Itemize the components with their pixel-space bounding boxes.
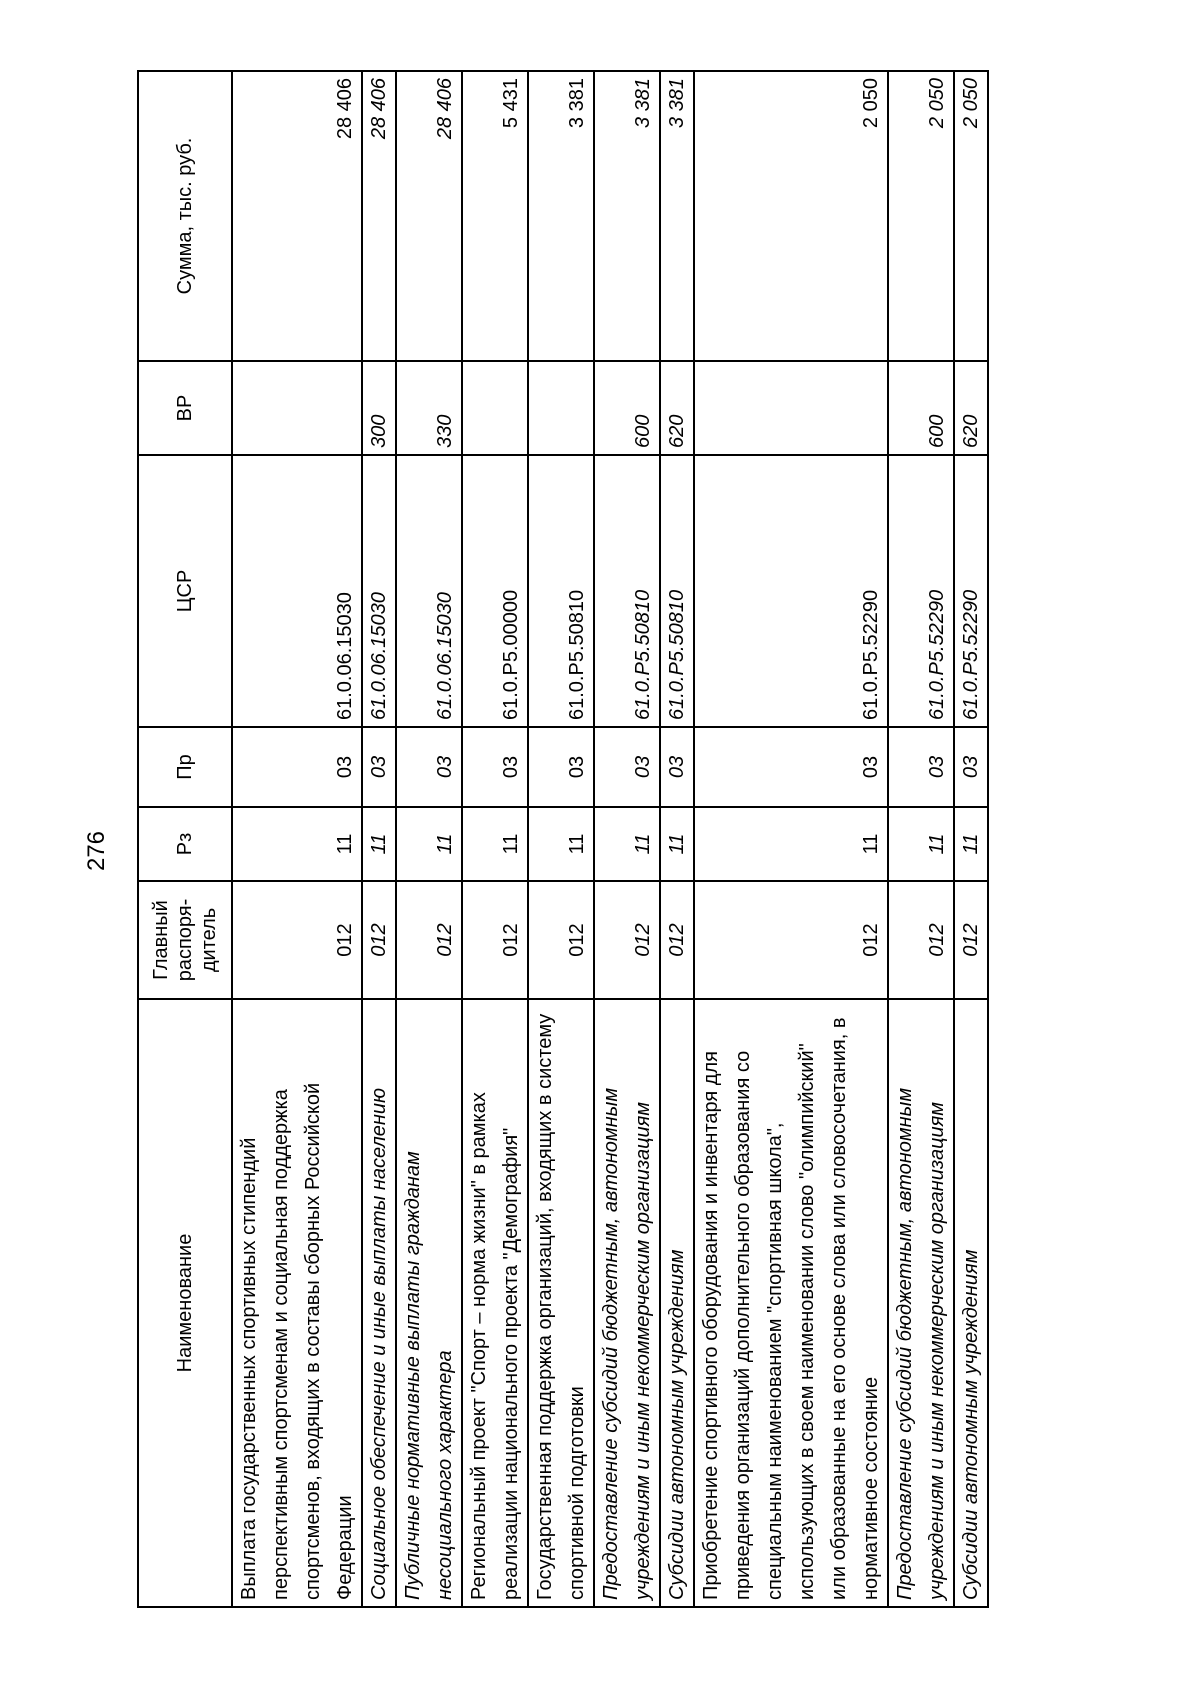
row-sum: 3 381 — [528, 71, 594, 361]
row-name: Публичные нормативные выплаты гражданам несоциального характера — [396, 999, 462, 1607]
row-sum: 28 406 — [396, 71, 462, 361]
row-pr: 03 — [528, 727, 594, 807]
header-rz: Рз — [138, 807, 232, 881]
row-vr — [528, 361, 594, 455]
header-manager: Главный распоря-дитель — [138, 881, 232, 999]
row-vr: 300 — [362, 361, 396, 455]
table-row — [462, 71, 528, 1607]
page-number: 276 — [83, 830, 110, 872]
row-name: Предоставление субсидий бюджетным, автономным учреждениям и иным некоммерческим организациям — [888, 999, 954, 1607]
table-row — [528, 71, 594, 1607]
row-name: Субсидии автономным учреждениям — [954, 999, 988, 1607]
row-sum: 5 431 — [462, 71, 528, 361]
row-pr: 03 — [232, 727, 362, 807]
row-rz: 11 — [232, 807, 362, 881]
row-rz: 11 — [594, 807, 660, 881]
row-csr: 61.0.06.15030 — [396, 455, 462, 727]
row-pr: 03 — [462, 727, 528, 807]
header-sum: Сумма, тыс. руб. — [138, 71, 232, 361]
row-vr — [694, 361, 888, 455]
table-row — [694, 71, 888, 1607]
row-csr: 61.0.P5.50810 — [660, 455, 694, 727]
row-rz: 11 — [362, 807, 396, 881]
table-row — [396, 71, 462, 1607]
row-vr: 620 — [660, 361, 694, 455]
row-manager: 012 — [232, 881, 362, 999]
budget-table — [137, 70, 989, 1608]
row-name: Социальное обеспечение и иные выплаты населению — [362, 999, 396, 1607]
row-rz: 11 — [462, 807, 528, 881]
table-row — [232, 71, 362, 1607]
table-row — [594, 71, 660, 1607]
table-header-row — [138, 71, 232, 1607]
row-csr: 61.0.P5.52290 — [954, 455, 988, 727]
row-name: Предоставление субсидий бюджетным, автономным учреждениям и иным некоммерческим организациям — [594, 999, 660, 1607]
table-row — [888, 71, 954, 1607]
row-manager: 012 — [660, 881, 694, 999]
row-manager: 012 — [694, 881, 888, 999]
row-pr: 03 — [888, 727, 954, 807]
row-manager: 012 — [954, 881, 988, 999]
table-row — [954, 71, 988, 1607]
row-sum: 28 406 — [362, 71, 396, 361]
row-rz: 11 — [660, 807, 694, 881]
row-rz: 11 — [396, 807, 462, 881]
row-rz: 11 — [954, 807, 988, 881]
row-csr: 61.0.06.15030 — [232, 455, 362, 727]
row-pr: 03 — [694, 727, 888, 807]
row-csr: 61.0.P5.50810 — [528, 455, 594, 727]
row-sum: 3 381 — [594, 71, 660, 361]
row-manager: 012 — [528, 881, 594, 999]
row-vr: 600 — [594, 361, 660, 455]
row-vr: 600 — [888, 361, 954, 455]
row-pr: 03 — [954, 727, 988, 807]
header-csr: ЦСР — [138, 455, 232, 727]
row-vr — [232, 361, 362, 455]
row-pr: 03 — [362, 727, 396, 807]
row-rz: 11 — [888, 807, 954, 881]
header-vr: ВР — [138, 361, 232, 455]
row-sum: 28 406 — [232, 71, 362, 361]
header-pr: Пр — [138, 727, 232, 807]
row-name: Субсидии автономным учреждениям — [660, 999, 694, 1607]
row-sum: 2 050 — [954, 71, 988, 361]
row-pr: 03 — [594, 727, 660, 807]
table-body — [232, 71, 988, 1607]
row-rz: 11 — [528, 807, 594, 881]
row-manager: 012 — [462, 881, 528, 999]
table-row — [362, 71, 396, 1607]
row-vr: 620 — [954, 361, 988, 455]
row-sum: 2 050 — [694, 71, 888, 361]
row-manager: 012 — [396, 881, 462, 999]
row-name: Приобретение спортивного оборудования и инвентаря для приведения организаций дополнительного образования со специальным наименованием "спортивная школа", использующих в своем наименовании слово "олимпийский" или образованные на его основе слова или словосочетания, в нормативное состояние — [694, 999, 888, 1607]
table-row — [660, 71, 694, 1607]
row-csr: 61.0.P5.00000 — [462, 455, 528, 727]
row-name: Региональный проект "Спорт – норма жизни" в рамках реализации национального проекта "Демография" — [462, 999, 528, 1607]
row-name: Выплата государственных спортивных стипендий перспективным спортсменам и социальная поддержка спортсменов, входящих в составы сборных Российской Федерации — [232, 999, 362, 1607]
row-csr: 61.0.06.15030 — [362, 455, 396, 727]
row-sum: 2 050 — [888, 71, 954, 361]
row-csr: 61.0.P5.50810 — [594, 455, 660, 727]
row-vr — [462, 361, 528, 455]
row-csr: 61.0.P5.52290 — [888, 455, 954, 727]
row-name: Государственная поддержка организаций, входящих в систему спортивной подготовки — [528, 999, 594, 1607]
row-sum: 3 381 — [660, 71, 694, 361]
header-name: Наименование — [138, 999, 232, 1607]
row-vr: 330 — [396, 361, 462, 455]
row-pr: 03 — [396, 727, 462, 807]
row-csr: 61.0.P5.52290 — [694, 455, 888, 727]
row-rz: 11 — [694, 807, 888, 881]
row-manager: 012 — [594, 881, 660, 999]
row-manager: 012 — [362, 881, 396, 999]
row-manager: 012 — [888, 881, 954, 999]
row-pr: 03 — [660, 727, 694, 807]
